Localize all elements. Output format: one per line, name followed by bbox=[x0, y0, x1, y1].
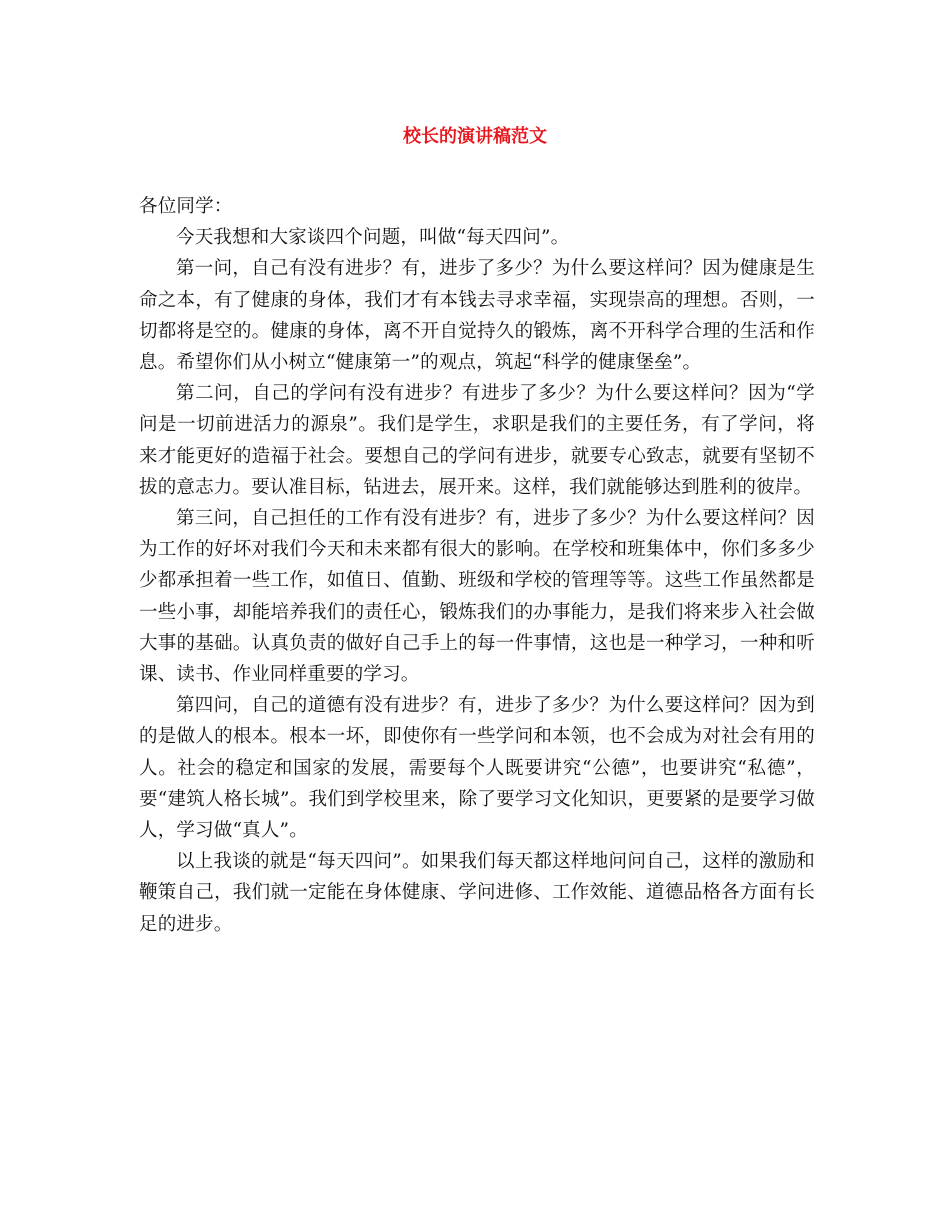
paragraph-intro: 今天我想和大家谈四个问题，叫做“每天四问”。 bbox=[176, 227, 570, 249]
paragraph-conclusion: 以上我谈的就是“每天四问”。如果我们每天都这样地问问自己，这样的激励和鞭策自己，我们就一定能在身体健康、学问进修、工作效能、道德品格各方面有长足的进步。 bbox=[139, 851, 815, 935]
paragraph-fourth-question: 第四问，自己的道德有没有进步？有，进步了多少？为什么要这样问？因为到的是做人的根本。根本一坏，即使你有一些学问和本领，也不会成为对社会有用的人。社会的稳定和国家的发展，需要每个人既要讲究“公德”，也要讲究“私德”，要“建筑人格长城”。我们到学校里来，除了要学习文化知识，更要紧的是要学习做人，学习做“真人”。 bbox=[139, 695, 815, 842]
document-body bbox=[139, 191, 815, 940]
paragraph-first-question: 第一问，自己有没有进步？有，进步了多少？为什么要这样问？因为健康是生命之本，有了健康的身体，我们才有本钱去寻求幸福，实现崇高的理想。否则，一切都将是空的。健康的身体，离不开自觉持久的锻炼，离不开科学合理的生活和作息。希望你们从小树立“健康第一”的观点，筑起“科学的健康堡垒”。 bbox=[139, 258, 815, 374]
paragraph-second-question: 第二问，自己的学问有没有进步？有进步了多少？为什么要这样问？因为“学问是一切前进活力的源泉”。我们是学生，求职是我们的主要任务，有了学问，将来才能更好的造福于社会。要想自己的学问有进步，就要专心致志，就要有坚韧不拔的意志力。要认准目标，钻进去，展开来。这样，我们就能够达到胜利的彼岸。 bbox=[139, 383, 815, 498]
document-title: 校长的演讲稿范文 bbox=[403, 126, 547, 147]
salutation: 各位同学： bbox=[139, 196, 233, 217]
paragraph-third-question: 第三问，自己担任的工作有没有进步？有，进步了多少？为什么要这样问？因为工作的好坏对我们今天和未来都有很大的影响。在学校和班集体中，你们多多少少都承担着一些工作，如值日、值勤、班级和学校的管理等等。这些工作虽然都是一些小事，却能培养我们的责任心，锻炼我们的办事能力，是我们将来步入社会做大事的基础。认真负责的做好自己手上的每一件事情，这也是一种学习，一种和听课、读书、作业同样重要的学习。 bbox=[139, 508, 815, 686]
